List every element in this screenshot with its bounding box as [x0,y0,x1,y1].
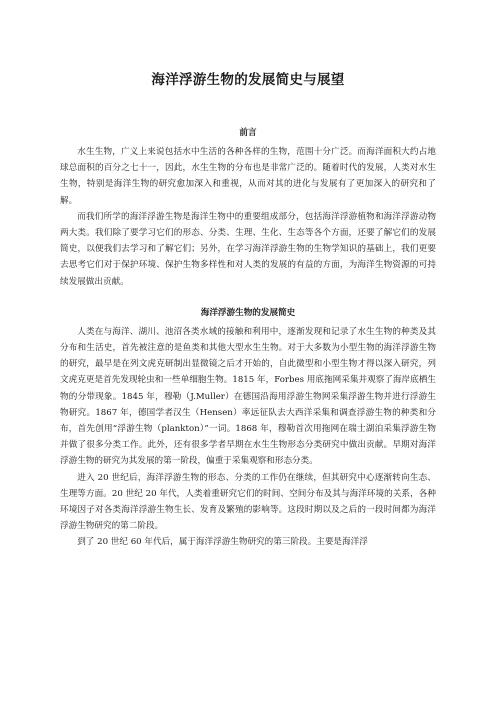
history-paragraph-1: 人类在与海洋、湖川、池沼各类水域的接触和利用中，逐渐发现和记录了水生生物的种类及其分布和生活史，首先被注意的是鱼类和其他大型水生生物。对于大多数为小型生物的海洋浮游生物的研究，最早是在列文虎克研制出显微镜之后才开始的，自此微型和小型生物才得以深入研究，列文虎克更是首先发现轮虫和一些单细胞生物。1815 年，Forbes 用底拖网采集并观察了海岸底栖生物的分带现象。1845 年，穆勒（J.Muller）在德国沿海用浮游生物网采集浮游生物并进行浮游生物研究。1867 年，德国学者汉生（Hensen）率远征队去大西洋采集和调查浮游生物的种类和分布，首先创用“浮游生物（plankton）”一词。1868 年，穆勒首次用拖网在瑞士湖泊采集浮游生物并做了很多分类工作。此外，还有很多学者早期在水生生物形态分类研究中做出贡献。早期对海洋浮游生物的研究为其发展的第一阶段，偏重于采集观察和形态分类。 [60,326,436,467]
history-paragraph-3: 到了 20 世纪 60 年代后，属于海洋浮游生物研究的第三阶段。主要是海洋浮 [77,537,368,548]
preface-heading: 前言 [239,128,257,138]
history-paragraph-2: 进入 20 世纪后，海洋浮游生物的形态、分类的工作仍在继续，但其研究中心逐渐转向生态、生理等方面。20 世纪 20 年代，人类着重研究它们的时间、空间分布及其与海洋环境的关系，各种环境因子对各类海洋浮游生物生长、发育及繁殖的影响等。这段时期以及之后的一段时间都为海洋浮游生物研究的第二阶段。 [60,472,436,532]
preface-paragraph-1: 水生生物，广义上来说包括水中生活的各种各样的生物，范围十分广泛。而海洋面积大约占地球总面积的百分之七十一，因此，水生生物的分布也是非常广泛的。随着时代的发展，人类对水生生物，特别是海洋生物的研究愈加深入和重视，从而对其的进化与发展有了更加深入的研究和了解。 [60,147,436,206]
document-title: 海洋浮游生物的发展简史与展望 [151,72,345,88]
history-heading: 海洋浮游生物的发展简史 [200,307,296,318]
preface-paragraph-2: 而我们所学的海洋浮游生物是海洋生物中的重要组成部分，包括海洋浮游植物和海洋浮游动物两大类。我们除了要学习它们的形态、分类、生理、生化、生态等各个方面，还要了解它们的发展简史，以便我们去学习和了解它们；另外，在学习海洋浮游生物的生物学知识的基础上，我们更要去思考它们对于保护环境、保护生物多样性和对人类的发展的有益的方面，为海洋生物资源的可持续发展做出贡献。 [60,211,436,287]
